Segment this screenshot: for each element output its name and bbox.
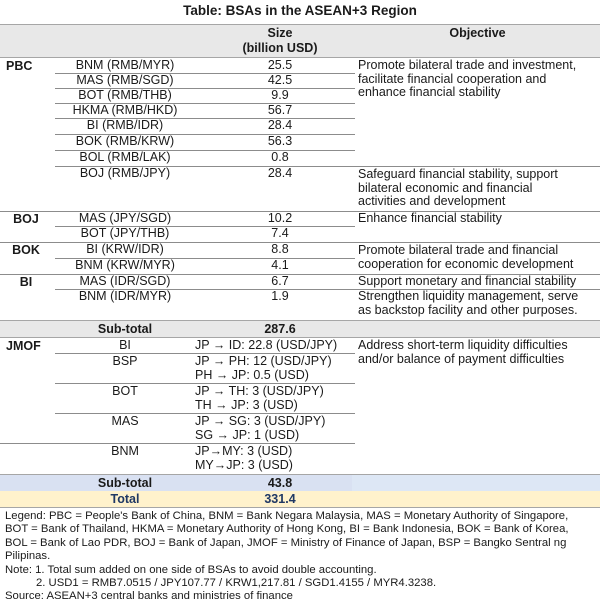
subtotal-value: 287.6 xyxy=(264,322,296,336)
size-value: JP → ID: 22.8 (USD/JPY) xyxy=(195,338,338,352)
institution: BSP xyxy=(112,354,138,368)
header-size-line1: Size xyxy=(267,26,293,40)
size-value: 9.9 xyxy=(271,88,289,102)
size-value: 56.7 xyxy=(267,103,293,117)
header-size-line2: (billion USD) xyxy=(242,40,318,55)
total-label: Total xyxy=(110,492,140,506)
footer-notes xyxy=(5,510,600,604)
objective-line: Promote bilateral trade and investment, xyxy=(358,58,577,72)
institution: MAS (IDR/SGD) xyxy=(79,274,171,288)
objective-text xyxy=(358,244,600,271)
size-value xyxy=(195,445,355,472)
institution: BOK (RMB/KRW) xyxy=(75,134,175,148)
size-value: 25.5 xyxy=(267,58,293,72)
note-2: 2. USD1 = RMB7.0515 / JPY107.77 / KRW1,217.81 / SGD1.4155 / MYR4.3238. xyxy=(36,577,437,590)
table-title: Table: BSAs in the ASEAN+3 Region xyxy=(183,3,417,18)
size-value: 1.9 xyxy=(271,289,289,303)
legend-line: BOT = Bank of Thailand, HKMA = Monetary Authority of Hong Kong, BI = Bank Indonesia, BOK = Bank of Korea, xyxy=(5,523,569,536)
header-size xyxy=(205,26,355,55)
institution: BI (KRW/IDR) xyxy=(86,242,164,256)
size-value: 8.8 xyxy=(271,242,289,256)
size-value xyxy=(195,385,355,412)
subtotal-label: Sub-total xyxy=(97,322,153,336)
legend-line: BOL = Bank of Lao PDR, BOJ = Bank of Japan, JMOF = Ministry of Finance of Japan, BSP = Bangko Sentral ng xyxy=(5,536,567,549)
group-label-bi: BI xyxy=(19,275,33,289)
subtotal-row-2 xyxy=(0,474,600,492)
size-value: 42.5 xyxy=(267,73,293,87)
institution: MAS (RMB/SGD) xyxy=(76,73,174,87)
size-value: 6.7 xyxy=(271,274,289,288)
subtotal-value: 43.8 xyxy=(267,476,293,490)
size-line: MY→JP: 3 (USD) xyxy=(195,457,293,472)
objective-line: and/or balance of payment difficulties xyxy=(358,351,565,366)
objective-line: cooperation for economic development xyxy=(358,256,574,271)
objective-line: enhance financial stability xyxy=(358,85,501,100)
table-header xyxy=(0,24,600,58)
size-value: 4.1 xyxy=(271,258,289,272)
objective-text xyxy=(358,275,600,289)
total-value: 331.4 xyxy=(264,492,296,506)
header-objective: Objective xyxy=(449,26,506,40)
objective-text xyxy=(358,339,600,366)
size-line: JP → PH: 12 (USD/JPY) xyxy=(195,354,332,368)
row-divider xyxy=(0,443,355,444)
note-1: Note: 1. Total sum added on one side of BSAs to avoid double accounting. xyxy=(5,563,377,576)
institution: BOT (JPY/THB) xyxy=(80,226,170,240)
size-line: PH → JP: 0.5 (USD) xyxy=(195,367,309,382)
size-value: 28.4 xyxy=(267,118,293,132)
objective-line: Safeguard financial stability, support xyxy=(358,167,558,181)
size-value: 7.4 xyxy=(271,226,289,240)
objective-line: activities and development xyxy=(358,194,506,209)
objective-text xyxy=(358,59,600,100)
size-value xyxy=(195,415,355,442)
institution: BI xyxy=(119,338,131,352)
objective-text xyxy=(358,212,600,226)
group-label-jmof: JMOF xyxy=(6,339,41,353)
objective-line: Address short-term liquidity difficulties xyxy=(358,338,568,352)
legend-line: Pilipinas. xyxy=(5,550,51,563)
subtotal-label: Sub-total xyxy=(97,476,153,490)
size-value xyxy=(195,355,355,382)
objective-line: Support monetary and financial stability xyxy=(358,274,577,288)
institution: BNM (IDR/MYR) xyxy=(78,289,172,303)
size-line: JP → SG: 3 (USD/JPY) xyxy=(195,414,326,428)
total-row xyxy=(0,491,600,508)
institution: MAS xyxy=(111,414,139,428)
size-line: JP → TH: 3 (USD/JPY) xyxy=(195,384,324,398)
size-value: 10.2 xyxy=(267,211,293,225)
institution: BOT xyxy=(112,384,138,398)
institution: BOL (RMB/LAK) xyxy=(79,150,171,164)
objective-line: bilateral economic and financial xyxy=(358,180,533,195)
objective-text xyxy=(358,168,600,209)
institution: BNM xyxy=(111,444,139,458)
size-line: TH → JP: 3 (USD) xyxy=(195,397,298,412)
size-value: 28.4 xyxy=(267,166,293,180)
size-line: SG → JP: 1 (USD) xyxy=(195,427,300,442)
objective-line: Promote bilateral trade and financial xyxy=(358,243,559,257)
objective-line: as backstop facility and other purposes. xyxy=(358,302,578,317)
objective-line: Strengthen liquidity management, serve xyxy=(358,289,579,303)
objective-text xyxy=(358,290,600,317)
institution: MAS (JPY/SGD) xyxy=(78,211,172,225)
institution: BI (RMB/IDR) xyxy=(86,118,164,132)
group-label-boj: BOJ xyxy=(13,212,39,226)
institution: BOJ (RMB/JPY) xyxy=(79,166,171,180)
legend-line: Legend: PBC = People's Bank of China, BNM = Bank Negara Malaysia, MAS = Monetary Authority of Singapore, xyxy=(5,510,569,522)
source: Source: ASEAN+3 central banks and ministries of finance xyxy=(5,590,293,603)
objective-line: facilitate financial cooperation and xyxy=(358,71,547,86)
institution: BNM (RMB/MYR) xyxy=(75,58,175,72)
institution: BNM (KRW/MYR) xyxy=(75,258,175,272)
size-value: 56.3 xyxy=(267,134,293,148)
group-label-pbc: PBC xyxy=(6,59,33,73)
size-line: JP→MY: 3 (USD) xyxy=(195,444,293,458)
institution: BOT (RMB/THB) xyxy=(78,88,172,102)
size-value: 0.8 xyxy=(271,150,289,164)
group-label-bok: BOK xyxy=(12,243,40,257)
institution: HKMA (RMB/HKD) xyxy=(72,103,178,117)
objective-line: Enhance financial stability xyxy=(358,211,502,225)
subtotal-row-1 xyxy=(0,320,600,338)
